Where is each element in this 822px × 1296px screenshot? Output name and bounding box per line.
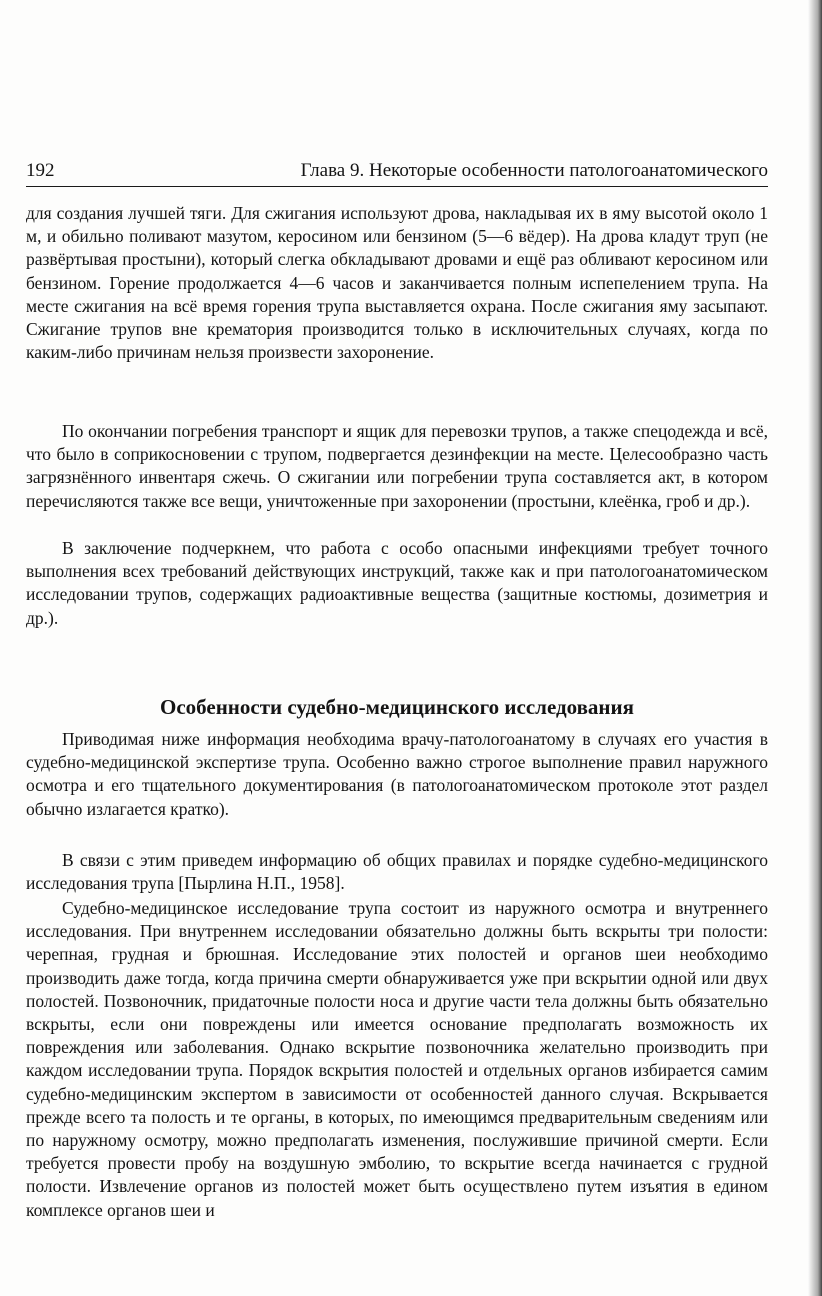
page-header — [26, 158, 768, 187]
paragraph-text: для создания лучшей тяги. Для сжигания используют дрова, накладывая их в яму высотой около 1 м, и обильно поливают мазутом, керосином или бензином (5—6 вёдер). На дрова кладут труп (не развёртывая простыни), который слегка обкладывают дровами и ещё раз обливают керосином или бензином. Горение продолжается 4—6 часов и заканчивается полным испепелением трупа. На месте сжигания на всё время горения трупа выставляется охрана. После сжигания яму засыпают. Сжигание трупов вне крематория производится только в исключительных случаях, когда по каким-либо причинам нельзя произвести захоронение. — [26, 203, 768, 363]
paragraph-text: По окончании погребения транспорт и ящик для перевозки трупов, а также спецодежда и всё, что было в соприкосновении с трупом, подвергается дезинфекции на месте. Целесообразно часть загрязнённого инвентаря сжечь. О сжигании или погребении трупа составляется акт, в котором перечисляются также все вещи, уничтоженные при захоронении (простыни, клеёнка, гроб и др.). — [26, 421, 768, 511]
running-head: Глава 9. Некоторые особенности патологоанатомического — [300, 160, 768, 181]
paragraph-text: Судебно-медицинское исследование трупа состоит из наружного осмотра и внутреннего исследования. При внутреннем исследовании обязательно должны быть вскрыты три полости: черепная, грудная и брюшная. Исследование этих полостей и органов шеи необходимо производить даже тогда, когда причина смерти обнаруживается уже при вскрытии одной или двух полостей. Позвоночник, придаточные полости носа и другие части тела должны быть обязательно вскрыты, если они повреждены или имеется основание предполагать возможность их повреждения или заболевания. Однако вскрытие позвоночника желательно производить при каждом исследовании трупа. Порядок вскрытия полостей и отдельных органов избирается самим судебно-медицинским экспертом в зависимости от особенностей данного случая. Вскрывается прежде всего та полость и те органы, в которых, по имеющимся предварительным сведениям или по наружному осмотру, можно предполагать изменения, послужившие причиной смерти. Если требуется провести пробу на воздушную эмболию, то вскрытие всегда начинается с грудной полости. Извлечение органов из полостей может быть осуществлено путем изъятия в едином комплексе органов шеи и — [26, 898, 768, 1220]
paragraph-text: В связи с этим приведем информацию об общих правилах и порядке судебно-медицинского исследования трупа [Пырлина Н.П., 1958]. — [26, 850, 768, 894]
paragraph-forensic-intro — [26, 728, 768, 821]
page-edge-shadow — [808, 0, 822, 1296]
section-heading: Особенности судебно-медицинского исследования — [160, 695, 634, 720]
paragraph-text: Приводимая ниже информация необходима врачу-патологоанатому в случаях его участия в судебно-медицинской экспертизе трупа. Особенно важно строгое выполнение правил наружного осмотра и его тщательного документирования (в патологоанатомическом протоколе этот раздел обычно излагается кратко). — [26, 729, 768, 819]
paragraph-text: В заключение подчеркнем, что работа с особо опасными инфекциями требует точного выполнения всех требований действующих инструкций, также как и при патологоанатомическом исследовании трупов, содержащих радиоактивные вещества (защитные костюмы, дозиметрия и др.). — [26, 538, 768, 628]
paragraph-autopsy-procedure — [26, 897, 768, 1222]
paragraph-conclusion — [26, 537, 768, 630]
paragraph-disinfection — [26, 420, 768, 513]
paragraph-reference — [26, 849, 768, 895]
page-number: 192 — [26, 160, 55, 181]
paragraph-cremation-continued — [26, 202, 768, 364]
